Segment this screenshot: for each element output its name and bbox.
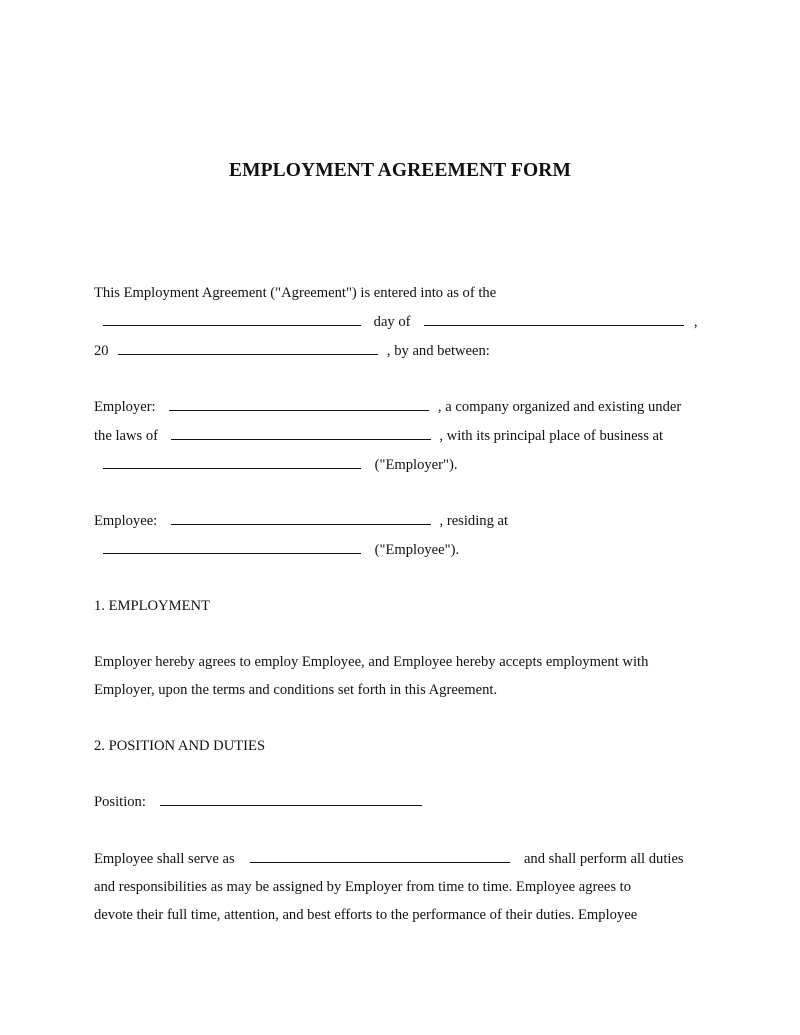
- employer-address-field[interactable]: [103, 467, 361, 469]
- section-1-paragraph-line-1: Employer hereby agrees to employ Employee, and Employee hereby accepts employment with: [94, 654, 649, 670]
- year-prefix-label: 20: [94, 343, 109, 359]
- serve-suffix-text: and shall perform all duties: [523, 851, 684, 867]
- document-title: EMPLOYMENT AGREEMENT FORM: [229, 160, 571, 181]
- position-label: Position:: [94, 794, 146, 810]
- employer-suffix-text: ("Employer").: [374, 457, 458, 473]
- position-field[interactable]: [160, 804, 422, 806]
- year-blank-field[interactable]: [118, 353, 378, 355]
- intro-line-1: [94, 283, 496, 303]
- position-line: [94, 792, 422, 812]
- month-blank-field[interactable]: [424, 324, 684, 326]
- employee-line-1: [94, 511, 508, 531]
- employer-company-text: , a company organized and existing under: [437, 399, 682, 415]
- comma-text: ,: [693, 314, 698, 330]
- laws-of-label: the laws of: [94, 428, 159, 444]
- section-2-paragraph-line-3: devote their full time, attention, and best efforts to the performance of their duties. Employee: [94, 907, 638, 923]
- employer-label: Employer:: [94, 399, 156, 415]
- residing-at-text: , residing at: [439, 513, 509, 529]
- serve-as-text: Employee shall serve as: [94, 851, 235, 867]
- section-2-heading: 2. POSITION AND DUTIES: [94, 738, 266, 754]
- section-2-paragraph-line-2: and responsibilities as may be assigned by Employer from time to time. Employee agrees to: [94, 879, 632, 895]
- serve-as-field[interactable]: [250, 861, 510, 863]
- laws-state-field[interactable]: [171, 438, 431, 440]
- employee-suffix-text: ("Employee").: [374, 542, 460, 558]
- employee-name-field[interactable]: [171, 523, 431, 525]
- employee-line-2: [94, 540, 459, 560]
- employer-line-3: [94, 455, 458, 475]
- intro-line-2: [94, 312, 698, 332]
- section-2-paragraph-line-1: [94, 849, 684, 869]
- section-1-paragraph-line-2: Employer, upon the terms and conditions set forth in this Agreement.: [94, 682, 498, 698]
- by-between-text: , by and between:: [386, 343, 490, 359]
- employee-label: Employee:: [94, 513, 158, 529]
- intro-line-3: [94, 341, 490, 361]
- day-of-label: day of: [373, 314, 411, 330]
- intro-text: This Employment Agreement ("Agreement") is entered into as of the: [94, 285, 497, 301]
- employee-address-field[interactable]: [103, 552, 361, 554]
- employer-line-1: [94, 397, 681, 417]
- section-1-heading: 1. EMPLOYMENT: [94, 598, 210, 614]
- employer-line-2: [94, 426, 663, 446]
- employer-name-field[interactable]: [169, 409, 429, 411]
- date-blank-field[interactable]: [103, 324, 361, 326]
- principal-place-text: , with its principal place of business at: [439, 428, 664, 444]
